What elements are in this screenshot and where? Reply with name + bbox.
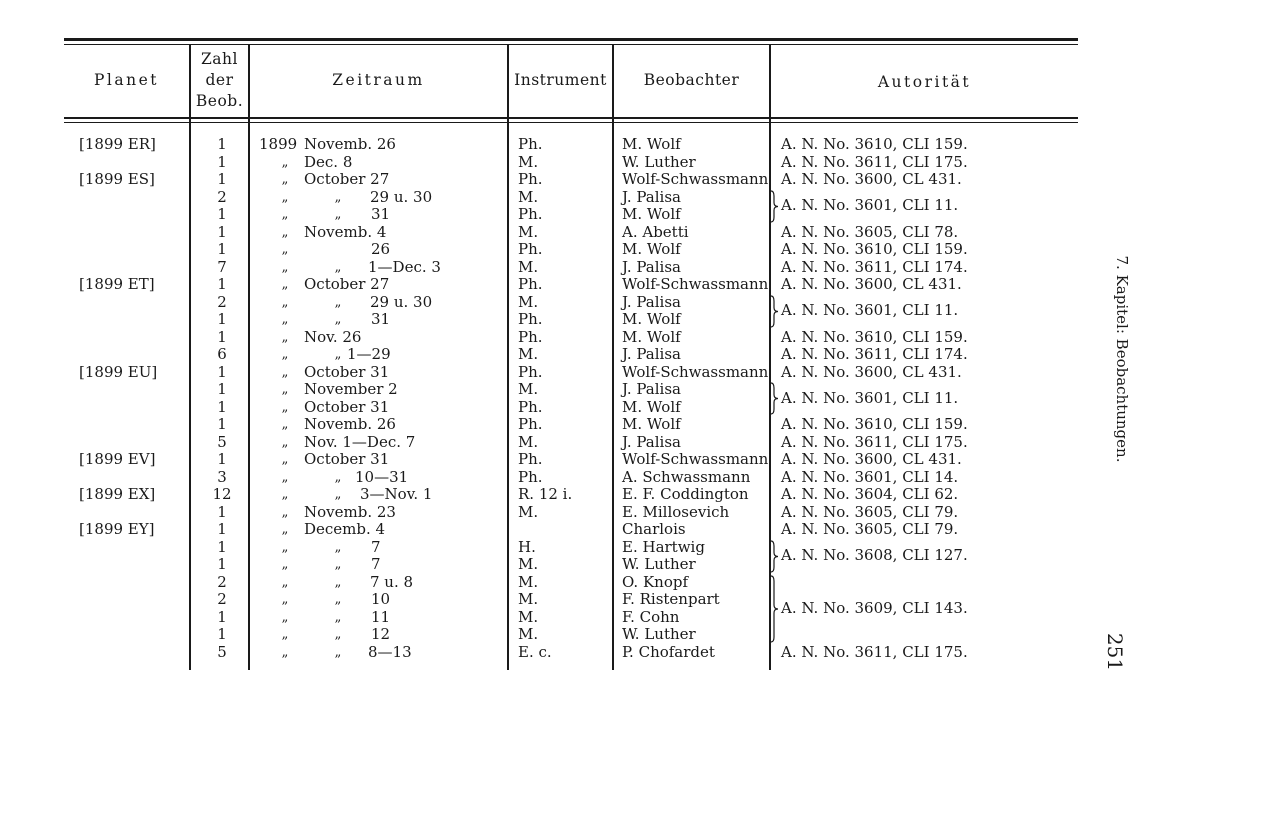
count-cell: 1 [217,502,227,521]
count-cell: 1 [217,415,227,433]
table-row [0,504,1100,522]
ditto-mark: „ [334,189,342,205]
ditto-mark: „ [281,242,289,257]
ditto-mark: „ [281,417,289,432]
planet-cell: [1899 EX] [79,485,156,503]
instrument-cell: M. [518,345,539,363]
ditto-mark: „ [281,312,289,327]
instrument-cell: M. [518,502,539,521]
instrument-cell: M. [518,572,539,591]
period-cell: 8—13 [368,642,412,661]
table-row [0,259,1100,277]
observer-cell: A. Abetti [622,222,689,241]
authority-cell: A. N. No. 3611, CLI 175. [781,642,968,661]
count-cell: 1 [217,240,227,258]
count-cell: 1 [217,205,227,223]
period-cell: 11 [371,607,391,626]
period-cell: October 31 [304,362,390,381]
observer-cell: E. Hartwig [622,537,705,556]
page-number: 251 [1103,632,1127,672]
count-cell: 2 [217,572,227,591]
period-cell: 3—Nov. 1 [360,485,433,503]
header-count-line-2: der [205,71,234,89]
period-cell: 29 u. 30 [370,187,433,206]
observer-cell: W. Luther [622,555,696,573]
count-cell: 1 [217,537,227,556]
table-row [0,346,1100,364]
ditto-mark: „ [281,329,289,345]
ditto-mark: „ [281,189,289,205]
period-cell: 31 [371,310,391,328]
table-row [0,136,1100,154]
observer-cell: J. Palisa [622,292,681,311]
observer-cell: A. Schwassmann [622,467,751,486]
header-count [191,49,248,112]
right-brace-icon [770,190,780,227]
table-row [0,364,1100,382]
instrument-cell: M. [518,222,539,241]
planet-cell: [1899 ES] [79,170,155,188]
ditto-mark: „ [281,627,289,642]
period-cell: October 27 [304,170,390,188]
header-planet: Planet [93,71,159,89]
authority-cell: A. N. No. 3611, CLI 175. [781,152,968,171]
period-cell: November 2 [304,380,398,398]
ditto-mark: „ [281,504,289,520]
period-cell: Nov. 1—Dec. 7 [304,432,416,451]
observer-cell: W. Luther [622,152,696,171]
ditto-mark: „ [334,487,342,502]
authority-cell: A. N. No. 3600, CL 431. [781,362,962,381]
ditto-mark: „ [281,592,289,607]
braced-authority-text: A. N. No. 3601, CLI 11. [781,301,959,320]
braced-authority-text: A. N. No. 3601, CLI 11. [781,196,959,215]
ditto-mark: „ [334,557,342,572]
instrument-cell: M. [518,187,539,206]
header-instrument: Instrument [514,71,607,89]
period-cell: October 31 [304,397,390,416]
observer-cell: M. Wolf [622,135,681,153]
ditto-mark: „ [281,539,289,555]
ditto-mark: „ [281,364,289,380]
count-cell: 1 [217,450,227,468]
ditto-mark: „ [281,574,289,590]
ditto-mark: „ [281,522,289,537]
period-cell: 10 [371,590,391,608]
count-cell: 7 [217,257,227,276]
instrument-cell: M. [518,292,539,311]
observer-cell: J. Palisa [622,345,681,363]
braced-authority-text: A. N. No. 3609, CLI 143. [781,598,968,617]
observer-cell: M. Wolf [622,205,681,223]
ditto-mark: „ [334,644,342,660]
ditto-mark: „ [334,312,342,327]
period-cell: October 31 [304,450,390,468]
observer-cell: E. F. Coddington [622,485,749,503]
authority-cell: A. N. No. 3601, CLI 14. [781,467,959,486]
header-count-line-1: Zahl [201,50,238,68]
table-row [0,626,1100,644]
observer-cell: M. Wolf [622,415,681,433]
observer-cell: J. Palisa [622,257,681,276]
authority-cell: A. N. No. 3610, CLI 159. [781,415,968,433]
instrument-cell: Ph. [518,310,543,328]
observer-cell: J. Palisa [622,380,681,398]
instrument-cell: H. [518,537,536,556]
count-cell: 2 [217,292,227,311]
ditto-mark: „ [334,259,342,275]
period-cell: Novemb. 4 [304,222,387,241]
count-cell: 1 [217,222,227,241]
header-rule-thin [64,122,1078,123]
table-row [0,329,1100,347]
braced-authority-text: A. N. No. 3608, CLI 127. [781,546,968,565]
period-cell: 7 [371,555,381,573]
period-cell: 7 [371,537,381,556]
ditto-mark: „ [281,224,289,240]
authority-cell: A. N. No. 3611, CLI 175. [781,432,968,451]
period-cell: Nov. 26 [304,327,362,346]
planet-cell: [1899 EV] [79,450,156,468]
authority-cell: A. N. No. 3600, CL 431. [781,170,962,188]
instrument-cell: R. 12 i. [518,485,573,503]
instrument-cell: M. [518,625,539,643]
table-row [0,486,1100,504]
authority-cell: A. N. No. 3611, CLI 174. [781,345,968,363]
side-heading-text: 7. Kapitel: Beobachtungen. [1113,255,1131,463]
count-cell: 1 [217,135,227,153]
top-rule-thick [64,38,1078,41]
observer-cell: M. Wolf [622,327,681,346]
ditto-mark: „ [281,609,289,625]
count-cell: 1 [217,380,227,398]
header-count-line-3: Beob. [195,92,244,110]
table-row [0,451,1100,469]
ditto-mark: „ [281,259,289,275]
ditto-mark: „ [281,277,289,292]
count-cell: 1 [217,625,227,643]
period-cell: 7 u. 8 [370,572,414,591]
count-cell: 6 [217,345,227,363]
instrument-cell: Ph. [518,275,543,293]
observer-cell: M. Wolf [622,240,681,258]
authority-cell: A. N. No. 3605, CLI 78. [781,222,959,241]
observer-cell: Wolf-Schwassmann [622,450,769,468]
period-cell: Decemb. 4 [304,520,386,538]
period-cell: 1—Dec. 3 [368,257,441,276]
braced-authority-text: A. N. No. 3601, CLI 11. [781,388,959,407]
period-cell: 26 [371,240,391,258]
period-cell: Novemb. 23 [304,502,396,521]
ditto-mark: „ [334,294,342,310]
instrument-cell: Ph. [518,135,543,153]
ditto-mark: „ [281,557,289,572]
period-cell: 31 [371,205,391,223]
period-cell: 12 [371,625,391,643]
instrument-cell: M. [518,555,539,573]
period-cell: 29 u. 30 [370,292,433,311]
count-cell: 1 [217,327,227,346]
table-row [0,171,1100,189]
count-cell: 2 [217,187,227,206]
table-row [0,241,1100,259]
instrument-cell: Ph. [518,397,543,416]
observer-cell: P. Chofardet [622,642,715,661]
authority-cell: A. N. No. 3600, CL 431. [781,275,962,293]
instrument-cell: M. [518,607,539,626]
right-brace-icon [770,575,780,647]
authority-cell: A. N. No. 3610, CLI 159. [781,135,968,153]
instrument-cell: Ph. [518,205,543,223]
instrument-cell: M. [518,590,539,608]
authority-cell: A. N. No. 3600, CL 431. [781,450,962,468]
authority-cell: A. N. No. 3605, CLI 79. [781,520,959,538]
count-cell: 3 [217,467,227,486]
instrument-cell: M. [518,152,539,171]
header-observer: Beobachter [643,71,740,89]
count-cell: 1 [217,520,227,538]
instrument-cell: Ph. [518,327,543,346]
ditto-mark: „ [281,294,289,310]
ditto-mark: „ [334,347,342,362]
authority-cell: A. N. No. 3604, CLI 62. [781,485,959,503]
authority-cell: A. N. No. 3611, CLI 174. [781,257,968,276]
observer-cell: Wolf-Schwassmann [622,362,769,381]
observer-cell: J. Palisa [622,432,681,451]
ditto-mark: „ [334,469,342,485]
table-row [0,469,1100,487]
period-cell: 10—31 [355,467,409,486]
ditto-mark: „ [281,399,289,415]
observer-cell: Charlois [622,520,686,538]
observer-cell: F. Ristenpart [622,590,720,608]
period-cell: October 27 [304,275,390,293]
period-cell: Novemb. 26 [304,135,396,153]
ditto-mark: „ [334,592,342,607]
ditto-mark: „ [281,644,289,660]
count-cell: 1 [217,170,227,188]
table-row [0,224,1100,242]
ditto-mark: „ [281,347,289,362]
side-heading [1112,245,1132,475]
count-cell: 1 [217,607,227,626]
right-brace-icon [770,295,780,332]
ditto-mark: „ [281,382,289,397]
ditto-mark: „ [281,487,289,502]
observer-cell: Wolf-Schwassmann [622,170,769,188]
count-cell: 5 [217,432,227,451]
right-brace-icon [770,540,780,577]
instrument-cell: Ph. [518,362,543,381]
planet-cell: [1899 EU] [79,362,158,381]
period-cell: 1—29 [347,345,391,363]
table-row [0,644,1100,662]
table-row [0,574,1100,592]
planet-cell: [1899 ER] [79,135,156,153]
count-cell: 2 [217,590,227,608]
authority-cell: A. N. No. 3610, CLI 159. [781,240,968,258]
ditto-mark: „ [281,207,289,222]
header-period: Zeitraum [332,71,425,89]
count-cell: 5 [217,642,227,661]
instrument-cell: Ph. [518,240,543,258]
instrument-cell: Ph. [518,415,543,433]
observer-cell: J. Palisa [622,187,681,206]
table-row [0,434,1100,452]
count-cell: 1 [217,152,227,171]
header-authority: Autorität [877,73,972,91]
table-row [0,154,1100,172]
ditto-mark: „ [281,172,289,187]
ditto-mark: „ [334,609,342,625]
period-cell: Novemb. 26 [304,415,396,433]
count-cell: 1 [217,362,227,381]
period-cell: Dec. 8 [304,152,353,171]
ditto-mark: „ [334,627,342,642]
count-cell: 1 [217,397,227,416]
observer-cell: W. Luther [622,625,696,643]
instrument-cell: Ph. [518,467,543,486]
observer-cell: E. Millosevich [622,502,730,521]
instrument-cell: Ph. [518,170,543,188]
count-cell: 12 [212,485,232,503]
ditto-mark: „ [281,452,289,467]
ditto-mark: „ [334,574,342,590]
planet-cell: [1899 ET] [79,275,155,293]
planet-cell: [1899 EY] [79,520,155,538]
observer-cell: M. Wolf [622,397,681,416]
instrument-cell: Ph. [518,450,543,468]
table-row [0,276,1100,294]
count-cell: 1 [217,555,227,573]
observer-cell: F. Cohn [622,607,680,626]
observer-cell: Wolf-Schwassmann [622,275,769,293]
authority-cell: A. N. No. 3605, CLI 79. [781,502,959,521]
count-cell: 1 [217,275,227,293]
ditto-mark: „ [334,539,342,555]
instrument-cell: M. [518,257,539,276]
ditto-mark: „ [281,434,289,450]
authority-cell: A. N. No. 3610, CLI 159. [781,327,968,346]
instrument-cell: E. c. [518,642,552,661]
header-rule-thick [64,117,1078,119]
year-cell: 1899 [259,135,298,153]
table-row [0,416,1100,434]
ditto-mark: „ [281,469,289,485]
observer-cell: O. Knopf [622,572,689,591]
top-rule-thin [64,44,1078,45]
table-row [0,521,1100,539]
right-brace-icon [770,382,780,419]
ditto-mark: „ [281,154,289,170]
ditto-mark: „ [334,207,342,222]
observer-cell: M. Wolf [622,310,681,328]
instrument-cell: M. [518,380,539,398]
instrument-cell: M. [518,432,539,451]
count-cell: 1 [217,310,227,328]
